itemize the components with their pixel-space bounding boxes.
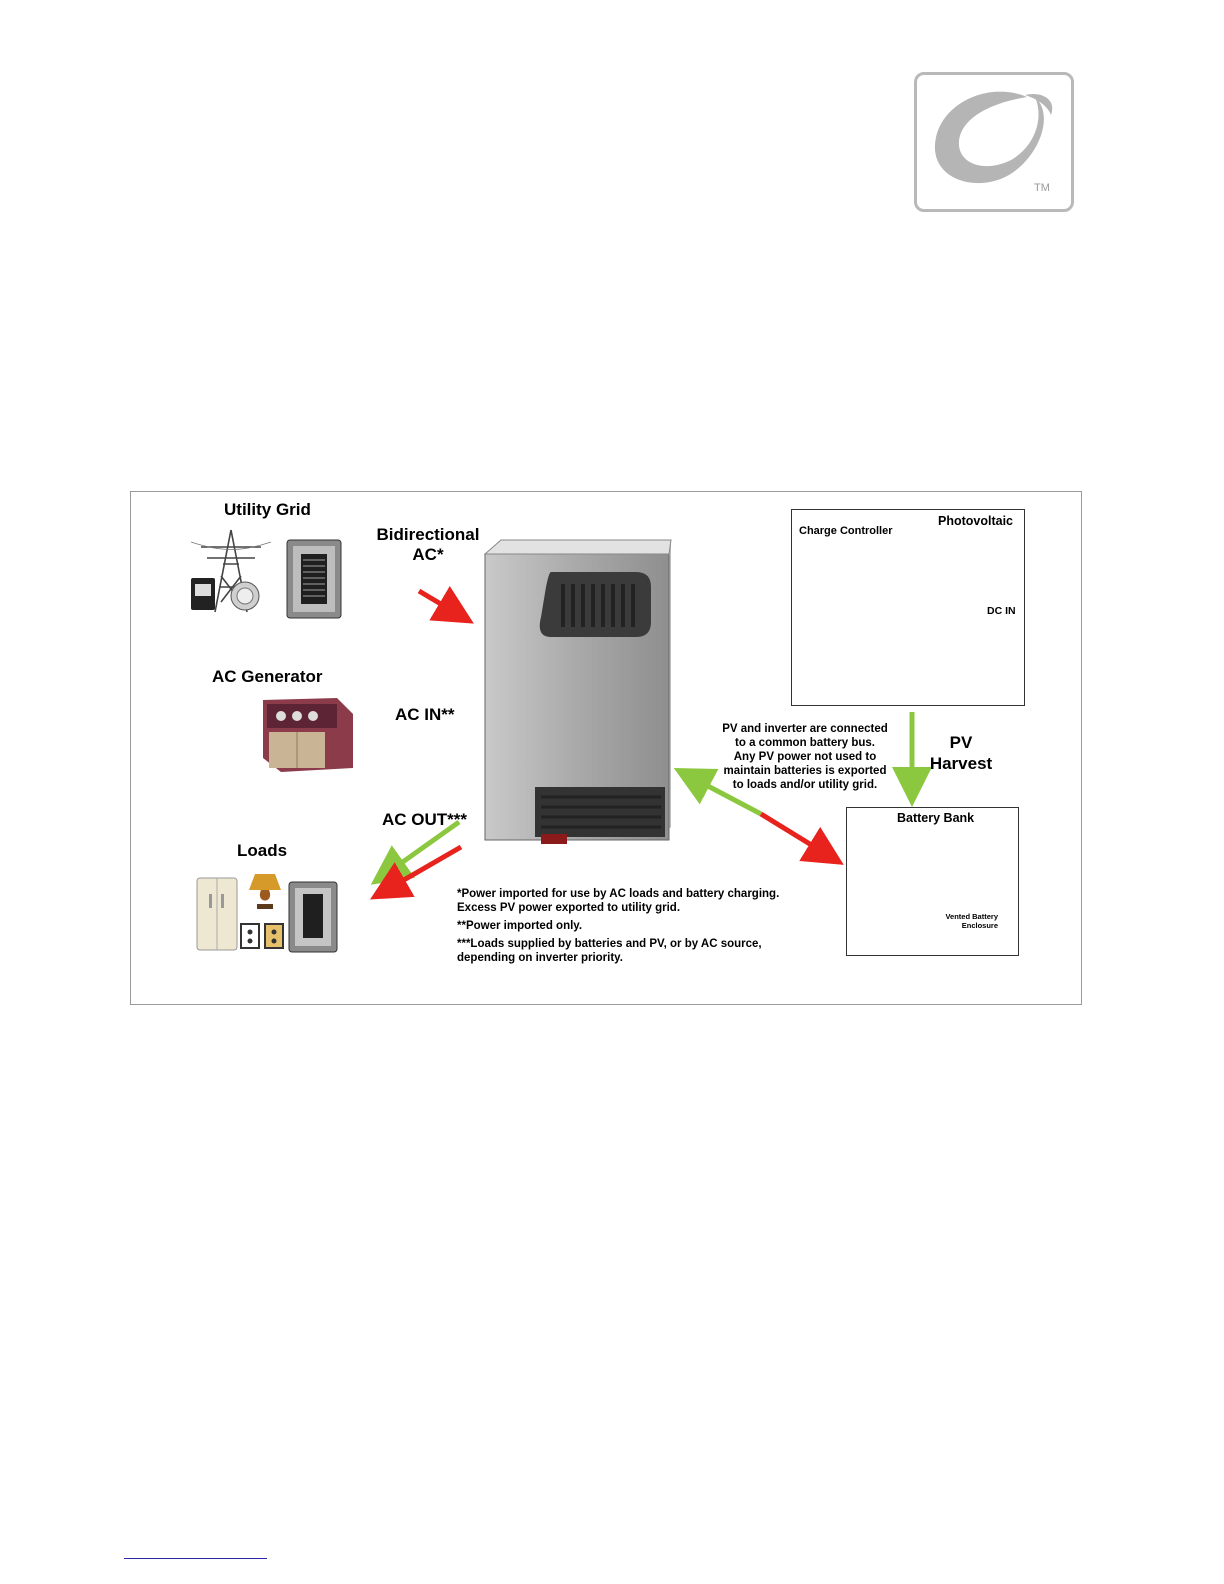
bidirectional-ac-label: Bidirectional AC* (376, 525, 480, 564)
footnote-1: *Power imported for use by AC loads and battery charging. Excess PV power exported to utility grid. (457, 888, 780, 914)
system-diagram (130, 491, 1082, 1005)
battery-bank-label: Battery Bank (897, 811, 975, 825)
charge-controller-label: Charge Controller (799, 525, 893, 537)
footnote-2: **Power imported only. (457, 920, 583, 932)
ac-generator-icon (263, 698, 353, 772)
bidirectional-import-arrow (419, 591, 461, 616)
ac-in-label: AC IN** (395, 705, 455, 724)
footnote-3: ***Loads supplied by batteries and PV, or by AC source, depending on inverter priority. (457, 938, 762, 964)
pv-system-box (791, 509, 1025, 706)
refrigerator-icon (197, 878, 237, 950)
battery-bus-note: PV and inverter are connected to a common battery bus. Any PV power not used to maintain batteries is exported to loads and/or utility grid. (722, 723, 888, 791)
outlet-icon (241, 924, 283, 948)
breaker-panel-icon (287, 540, 341, 618)
battery-bus-red-arrow (761, 814, 831, 857)
utility-grid-label: Utility Grid (224, 500, 311, 519)
company-logo (914, 72, 1074, 212)
battery-bank-box (846, 807, 1019, 956)
lamp-icon (249, 874, 281, 909)
electric-meter-icon (191, 578, 259, 610)
load-panel-icon (289, 882, 337, 952)
ac-out-label: AC OUT*** (382, 810, 468, 829)
footer-link-underline[interactable] (124, 1558, 267, 1559)
loads-label: Loads (237, 841, 288, 860)
photovoltaic-label: Photovoltaic (938, 514, 1014, 528)
ac-generator-label: AC Generator (212, 667, 323, 686)
pv-harvest-label: PV Harvest (929, 733, 993, 773)
trademark-mark: TM (1034, 182, 1050, 194)
vented-enclosure-label: Vented Battery Enclosure (945, 912, 998, 930)
inverter-charger-icon (485, 540, 671, 844)
dc-in-label: DC IN (987, 605, 1016, 617)
